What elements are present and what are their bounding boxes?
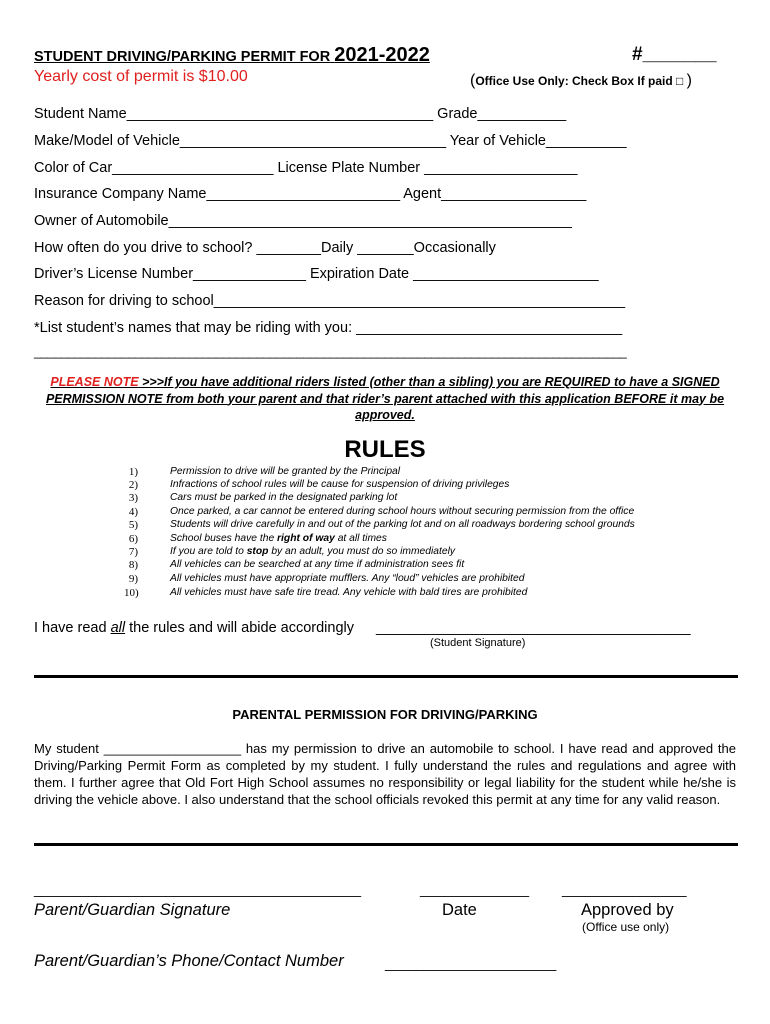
field-drive-frequency[interactable]: How often do you drive to school? ________Daily _______Occasionally — [34, 240, 496, 256]
office-use-text[interactable]: Office Use Only: Check Box If paid □ — [475, 74, 684, 88]
rule-number: 10) — [124, 587, 139, 599]
field-student-name[interactable]: Student Name______________________________________ Grade___________ — [34, 106, 567, 122]
additional-riders-note — [40, 374, 730, 424]
rule-number: 4) — [128, 506, 138, 518]
rule-text: All vehicles must have safe tire tread. Any vehicle with bald tires are prohibited — [170, 587, 528, 598]
field-riders-continued[interactable]: ________________________________________________________________________________________ — [34, 344, 627, 359]
rule-number: 1) — [128, 466, 138, 478]
rule-item — [0, 533, 770, 546]
date-line[interactable]: ______________ — [420, 881, 530, 897]
rule-emphasis: stop — [246, 546, 269, 557]
rule-item — [0, 479, 770, 492]
rules-heading: RULES — [344, 436, 426, 463]
parent-phone-line[interactable]: ______________________ — [385, 955, 557, 971]
field-reason[interactable]: Reason for driving to school___________________________________________________ — [34, 293, 626, 309]
rule-item — [0, 506, 770, 519]
rule-text: Once parked, a car cannot be entered during school hours without securing permission from the office — [170, 506, 635, 517]
date-label: Date — [442, 901, 477, 919]
rule-item — [0, 587, 770, 600]
rule-number: 5) — [128, 519, 138, 531]
rule-number: 8) — [128, 559, 138, 571]
rule-text-part: at all times — [334, 533, 387, 544]
rule-number: 6) — [128, 533, 138, 545]
approved-by-label: Approved by — [581, 901, 674, 919]
rule-text-part: School buses have the — [170, 533, 278, 544]
rule-text: All vehicles must have appropriate mufflers. Any “loud” vehicles are prohibited — [170, 573, 525, 584]
ack-emphasis: all — [110, 620, 126, 636]
rule-text-part: If you are told to — [170, 546, 247, 557]
section-divider — [34, 675, 738, 678]
field-car-color[interactable]: Color of Car____________________ License Plate Number ___________________ — [34, 160, 578, 176]
rule-text — [170, 533, 387, 544]
parent-signature-line[interactable]: __________________________________________ — [34, 881, 362, 897]
student-signature-line[interactable]: _______________________________________ — [376, 620, 691, 636]
field-riders[interactable]: *List student’s names that may be riding with you: _________________________________ — [34, 320, 623, 336]
parent-phone-label: Parent/Guardian’s Phone/Contact Number — [34, 952, 344, 970]
parental-permission-heading: PARENTAL PERMISSION FOR DRIVING/PARKING — [232, 707, 538, 722]
office-use-note — [470, 72, 692, 90]
rule-text: Infractions of school rules will be cause for suspension of driving privileges — [170, 479, 510, 490]
student-signature-caption: (Student Signature) — [430, 637, 526, 649]
note-text: >>>If you have additional riders listed (other than a sibling) you are REQUIRED to have a SIGNED PERMISSION NOTE from both your parent and that rider’s parent attached with this application BEFORE it may be approved. — [45, 375, 725, 422]
office-use-paren-close: ) — [686, 72, 692, 89]
field-insurance-company[interactable]: Insurance Company Name________________________ Agent__________________ — [34, 186, 587, 202]
rule-text: All vehicles can be searched at any time if administration sees fit — [170, 559, 465, 570]
approved-by-line[interactable]: ________________ — [562, 881, 687, 897]
field-drivers-license[interactable]: Driver’s License Number______________ Expiration Date _______________________ — [34, 266, 599, 282]
permit-cost: Yearly cost of permit is $10.00 — [34, 68, 248, 85]
form-title-text: STUDENT DRIVING/PARKING PERMIT FOR — [34, 49, 331, 65]
field-vehicle-make-model[interactable]: Make/Model of Vehicle_________________________________ Year of Vehicle__________ — [34, 133, 627, 149]
office-use-paren-open: ( — [470, 72, 476, 89]
rule-item — [0, 573, 770, 586]
form-title — [34, 44, 430, 67]
rule-number: 7) — [128, 546, 138, 558]
permit-number-field[interactable]: #_______ — [632, 44, 717, 65]
rule-emphasis: right of way — [277, 533, 335, 544]
rule-number: 3) — [128, 492, 138, 504]
rule-text — [170, 546, 455, 557]
note-label: PLEASE NOTE — [50, 375, 139, 389]
rule-text: Permission to drive will be granted by the Principal — [170, 466, 401, 477]
rule-number: 2) — [128, 479, 138, 491]
ack-text-pre: I have read — [34, 620, 111, 636]
field-owner[interactable]: Owner of Automobile__________________________________________________ — [34, 213, 572, 229]
parent-signature-label: Parent/Guardian Signature — [34, 901, 231, 919]
school-year: 2021-2022 — [334, 44, 430, 66]
rule-text-part: by an adult, you must do so immediately — [268, 546, 456, 557]
ack-text-post: the rules and will abide accordingly — [125, 620, 354, 636]
rule-text: Students will drive carefully in and out of the parking lot and on all roadways bordering school grounds — [170, 519, 635, 530]
rule-item — [0, 466, 770, 479]
rule-item — [0, 519, 770, 532]
rules-acknowledgement — [34, 620, 354, 636]
rule-item — [0, 546, 770, 559]
parental-permission-statement: My student ___________________ has my permission to drive an automobile to school. I have read and approved the Driving/Parking Permit Form as completed by my student. I fully understand the rules and regulations and agree with them. I further agree that Old Fort High School assumes no responsibility or legal liability for the student while he/she is driving the vehicle above. I also understand that the school officials revoked this permit at any time for any valid reason. — [34, 741, 736, 807]
rule-item — [0, 492, 770, 505]
rule-item — [0, 559, 770, 572]
section-divider — [34, 843, 738, 846]
approved-by-note: (Office use only) — [582, 920, 670, 934]
rule-number: 9) — [128, 573, 138, 585]
rule-text: Cars must be parked in the designated parking lot — [170, 492, 398, 503]
